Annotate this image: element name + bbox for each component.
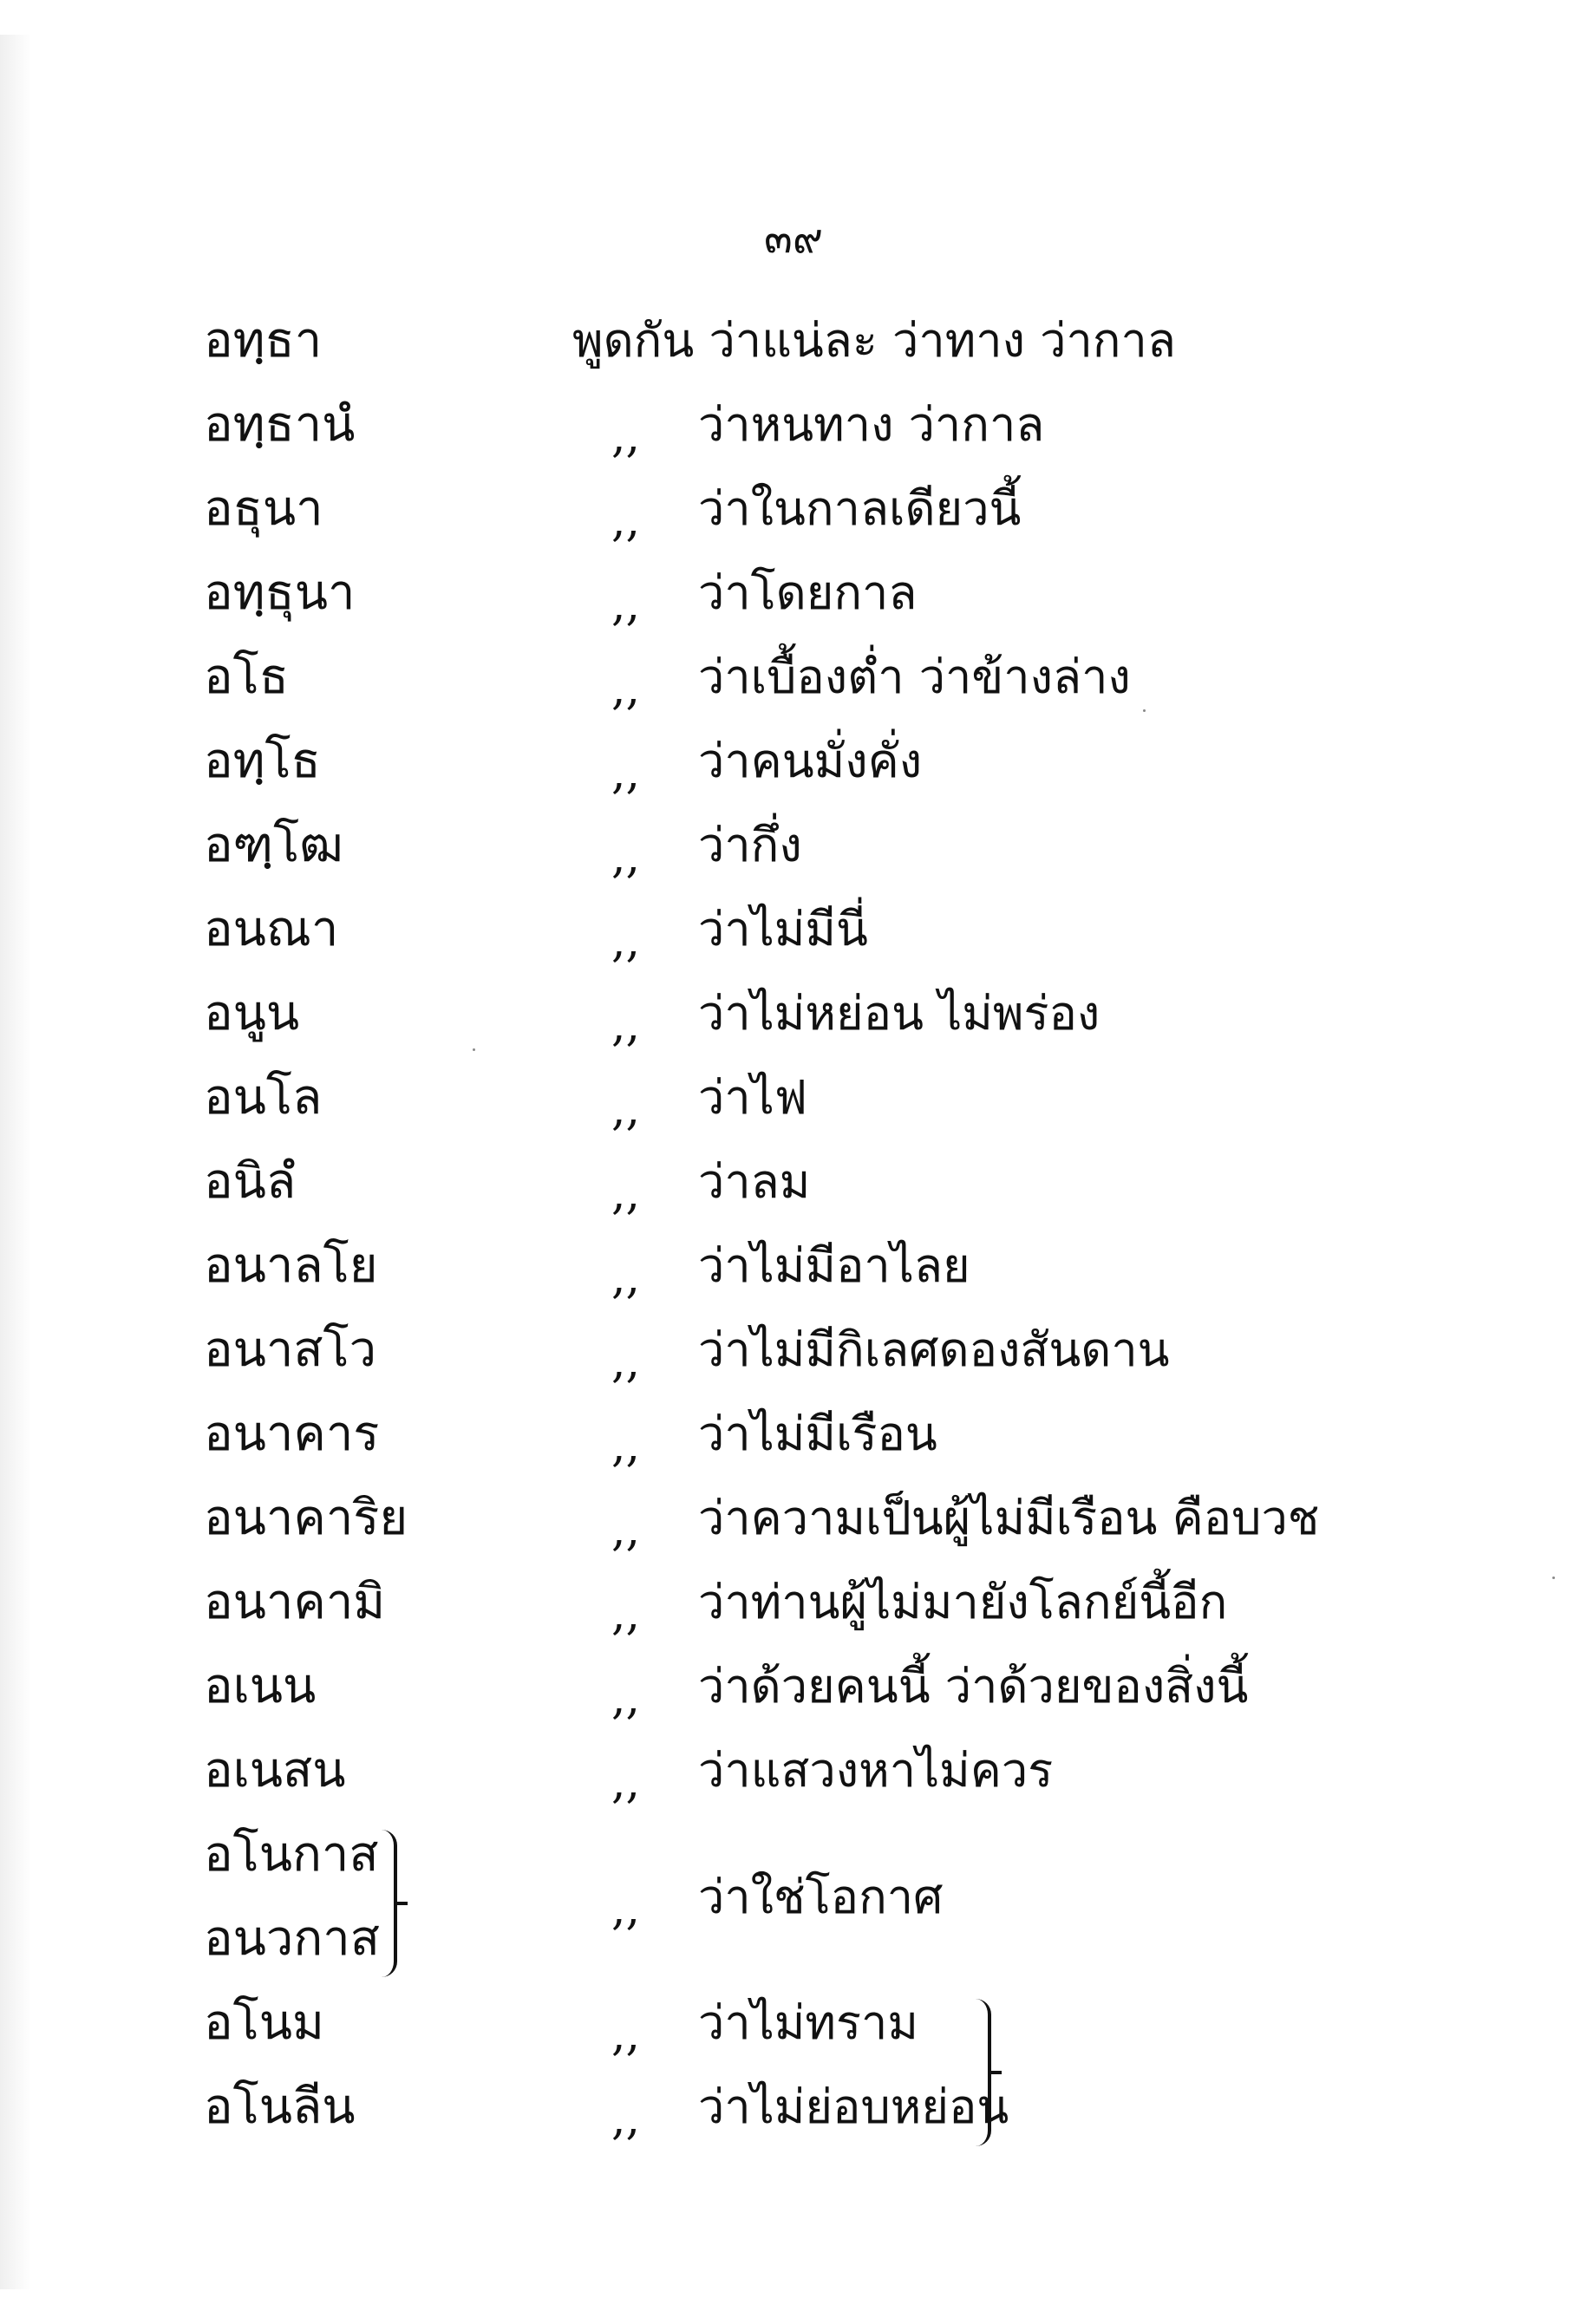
entry-row [0, 970, 1587, 1057]
entry-gloss: ว่าลม [698, 1154, 811, 1209]
ditto-mark: ,, [611, 2009, 641, 2061]
entry-term: อทฺธุนา [204, 565, 356, 621]
entry-row [0, 634, 1587, 721]
entry-row [0, 1391, 1587, 1478]
ditto-mark: ,, [611, 1084, 641, 1136]
entry-gloss: ว่าแสวงหาไม่ควร [698, 1743, 1054, 1798]
ditto-mark: ,, [611, 411, 641, 463]
entry-term: อนิลํ [204, 1153, 297, 1210]
entry-gloss: ว่าเบื้องต่ำ ว่าข้างล่าง [698, 650, 1131, 704]
entry-term: อทฺโธ [204, 733, 321, 789]
entry-gloss: ว่าความเป็นผู้ไม่มีเรือน คือบวช [698, 1491, 1320, 1545]
ditto-mark: ,, [611, 495, 641, 547]
entry-term: อนโล [204, 1069, 323, 1126]
entry-gloss: ว่าไฟ [698, 1070, 808, 1125]
entry-row [0, 1980, 1587, 2066]
entry-gloss: ว่าไม่มีเรือน [698, 1407, 937, 1461]
ditto-mark: ,, [611, 1000, 641, 1052]
entry-term: อโนม [204, 1994, 324, 2051]
grouped-gloss-row [0, 1854, 1587, 1941]
entry-gloss: ว่าด้วยคนนี้ ว่าด้วยของสิ่งนี้ [698, 1659, 1249, 1714]
entry-row [0, 1559, 1587, 1646]
entry-term: อนาสโว [204, 1322, 377, 1378]
entry-gloss: ว่าไม่มีกิเลศดองสันดาน [698, 1322, 1170, 1377]
entry-gloss: ว่าหนทาง ว่ากาล [698, 397, 1045, 452]
entry-gloss: ว่าไม่มีนี่ [698, 902, 868, 956]
entry-row [0, 1223, 1587, 1309]
entry-gloss: ว่าท่านผู้ไม่มายังโลกย์นี้อีก [698, 1575, 1228, 1629]
entry-term: อนาคาร [204, 1406, 380, 1462]
entry-gloss: ว่าไม่หย่อน ไม่พร่อง [698, 986, 1100, 1041]
entry-row [0, 1475, 1587, 1562]
ditto-mark: ,, [611, 1252, 641, 1304]
entry-row [0, 297, 1587, 384]
entry-term: อทฺธา [204, 312, 323, 369]
scan-speck [473, 1048, 475, 1051]
ditto-mark: ,, [611, 2093, 641, 2145]
entry-row [0, 718, 1587, 805]
entry-row [0, 1054, 1587, 1141]
entry-gloss: ว่าใช่โอกาศ [698, 1870, 944, 1924]
entry-term: อทฺธานํ [204, 396, 356, 453]
entry-row [0, 1307, 1587, 1394]
entry-term: อเนน [204, 1658, 317, 1714]
ditto-mark: ,, [611, 1168, 641, 1220]
entry-term: อนาคามิ [204, 1574, 386, 1630]
entry-row [0, 1139, 1587, 1225]
entry-gloss: ว่าโดยกาล [698, 565, 918, 620]
entry-gloss: ว่ากึ่ง [698, 818, 802, 872]
entry-gloss: ว่าไม่ย่อบหย่อน [698, 2079, 1009, 2134]
scan-speck [1552, 1577, 1555, 1579]
ditto-mark: ,, [611, 579, 641, 631]
ditto-mark: ,, [611, 916, 641, 968]
entry-term: อโนลีน [204, 2079, 356, 2135]
entry-row [0, 466, 1587, 552]
ditto-mark: ,, [611, 1420, 641, 1472]
ditto-mark: ,, [611, 832, 641, 884]
entry-term: อโนกาส [204, 1826, 379, 1883]
ditto-mark: ,, [611, 1673, 641, 1725]
entry-gloss: พูดกัน ว่าแน่ละ ว่าทาง ว่ากาล [572, 313, 1176, 368]
ditto-mark: ,, [611, 1505, 641, 1557]
entry-term: อนวกาส [204, 1910, 380, 1967]
entry-gloss: ว่าในกาลเดียวนี้ [698, 481, 1022, 536]
entry-row [0, 886, 1587, 973]
entry-term: อฑฺโฒ [204, 817, 343, 873]
ditto-mark: ,, [611, 1757, 641, 1809]
entry-term: อนาลโย [204, 1237, 378, 1294]
entry-term: อนณา [204, 901, 339, 957]
right-group-brace [976, 1999, 991, 2146]
ditto-mark: ,, [611, 1336, 641, 1388]
ditto-mark: ,, [611, 747, 641, 800]
entry-term: อโธ [204, 649, 289, 705]
entry-gloss: ว่าคนมั่งคั่ง [698, 734, 923, 788]
entry-row [0, 2064, 1587, 2151]
scan-speck [1143, 709, 1146, 712]
entry-term: อนาคาริย [204, 1490, 408, 1546]
entry-term: อเนสน [204, 1742, 346, 1798]
entry-row [0, 1727, 1587, 1814]
ditto-mark: ,, [611, 663, 641, 715]
entry-row [0, 802, 1587, 889]
page-number: ๓๙ [764, 214, 823, 263]
ditto-mark: ,, [611, 1589, 641, 1641]
ditto-mark: ,, [611, 1883, 641, 1936]
entry-term: อนูน [204, 985, 300, 1041]
entry-term: อธุนา [204, 480, 323, 537]
entry-row [0, 382, 1587, 468]
entry-row [0, 550, 1587, 636]
entry-gloss: ว่าไม่ทราม [698, 1995, 918, 2050]
entry-row [0, 1643, 1587, 1730]
entry-gloss: ว่าไม่มีอาไลย [698, 1238, 970, 1293]
